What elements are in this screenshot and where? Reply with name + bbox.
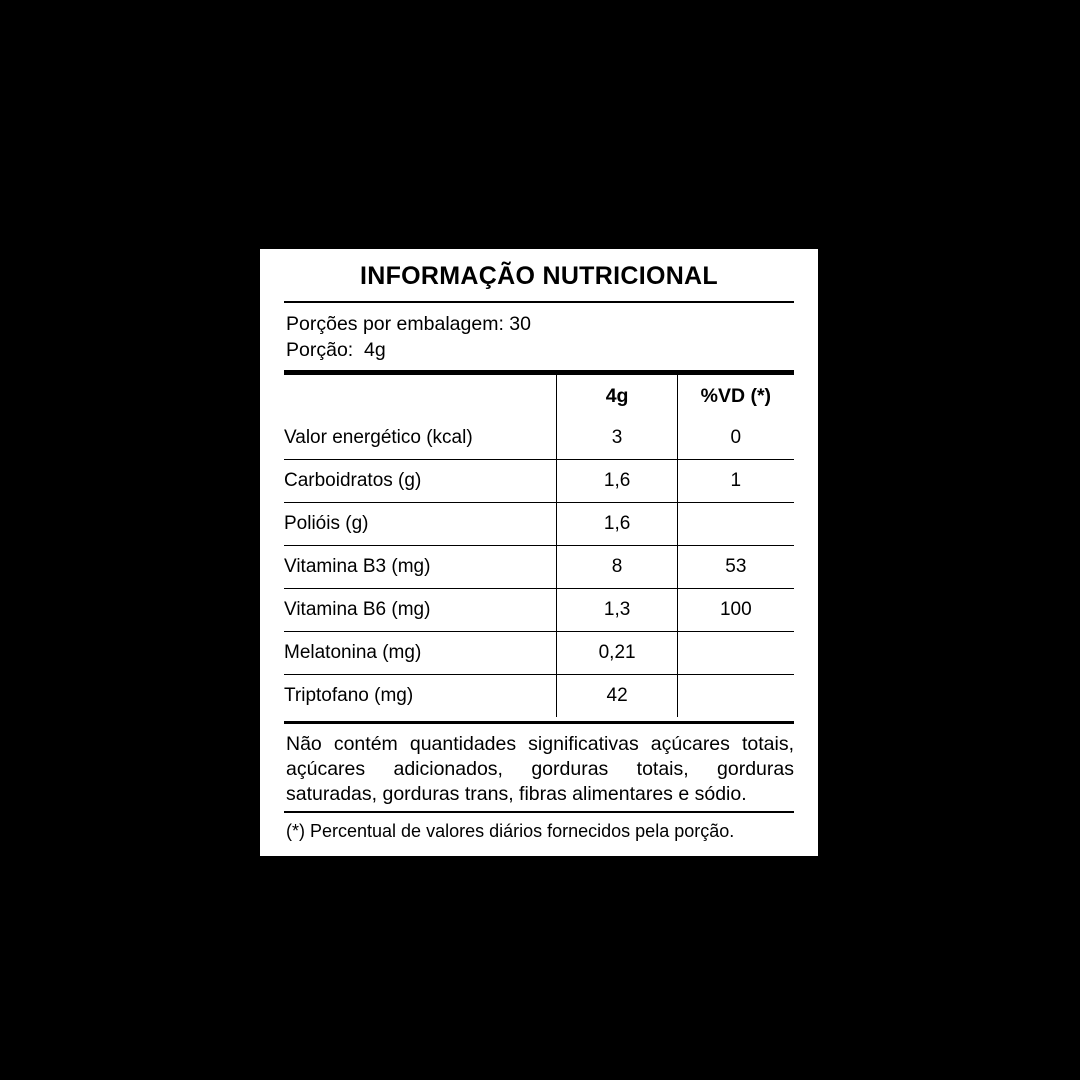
table-row (284, 460, 794, 503)
table-row (284, 675, 794, 718)
nutrient-name: Vitamina B3 (mg) (284, 546, 557, 589)
nutrient-name: Valor energético (kcal) (284, 427, 473, 449)
column-header-nutrient (284, 375, 557, 417)
nutrient-amount: 1,6 (557, 503, 677, 546)
nutrient-amount: 1,3 (557, 589, 677, 632)
nutrient-amount: 42 (557, 675, 677, 718)
nutrient-amount: 8 (557, 546, 677, 589)
note-daily-values: (*) Percentual de valores diários fornecidos pela porção. (286, 821, 735, 842)
table-row (284, 417, 794, 460)
nutrient-name: Melatonina (mg) (284, 632, 557, 675)
nutrient-dv: 1 (677, 460, 794, 503)
nutrient-dv (677, 503, 794, 546)
column-header-dv: %VD (*) (677, 375, 794, 417)
column-header-amount: 4g (557, 375, 677, 417)
nutrient-name: Triptofano (mg) (284, 675, 557, 718)
table-row (284, 546, 794, 589)
portions-per-package: Porções por embalagem: 30 (286, 313, 531, 335)
table-row (284, 632, 794, 675)
nutrient-amount: 0,21 (557, 632, 677, 675)
nutrient-dv (677, 675, 794, 718)
nutrient-name: Polióis (g) (284, 503, 557, 546)
nutrition-table (284, 375, 794, 717)
label-title: INFORMAÇÃO NUTRICIONAL (360, 262, 718, 290)
nutrient-amount: 1,6 (557, 460, 677, 503)
nutrient-dv: 53 (677, 546, 794, 589)
nutrient-amount: 3 (557, 417, 677, 460)
table-row (284, 503, 794, 546)
nutrient-dv: 0 (677, 417, 794, 460)
nutrient-name: Vitamina B6 (mg) (284, 589, 557, 632)
nutrient-name: Carboidratos (g) (284, 460, 557, 503)
nutrient-dv: 100 (677, 589, 794, 632)
portion-size: Porção: 4g (286, 338, 386, 361)
nutrition-facts-label (260, 249, 818, 856)
nutrient-dv (677, 632, 794, 675)
table-header-row (284, 375, 794, 417)
table-row (284, 589, 794, 632)
note-not-significant: Não contém quantidades significativas açúcares totais, açúcares adicionados, gorduras totais, gorduras saturadas, gorduras trans, fibras alimentares e sódio. (286, 733, 794, 806)
serving-info (260, 303, 818, 370)
